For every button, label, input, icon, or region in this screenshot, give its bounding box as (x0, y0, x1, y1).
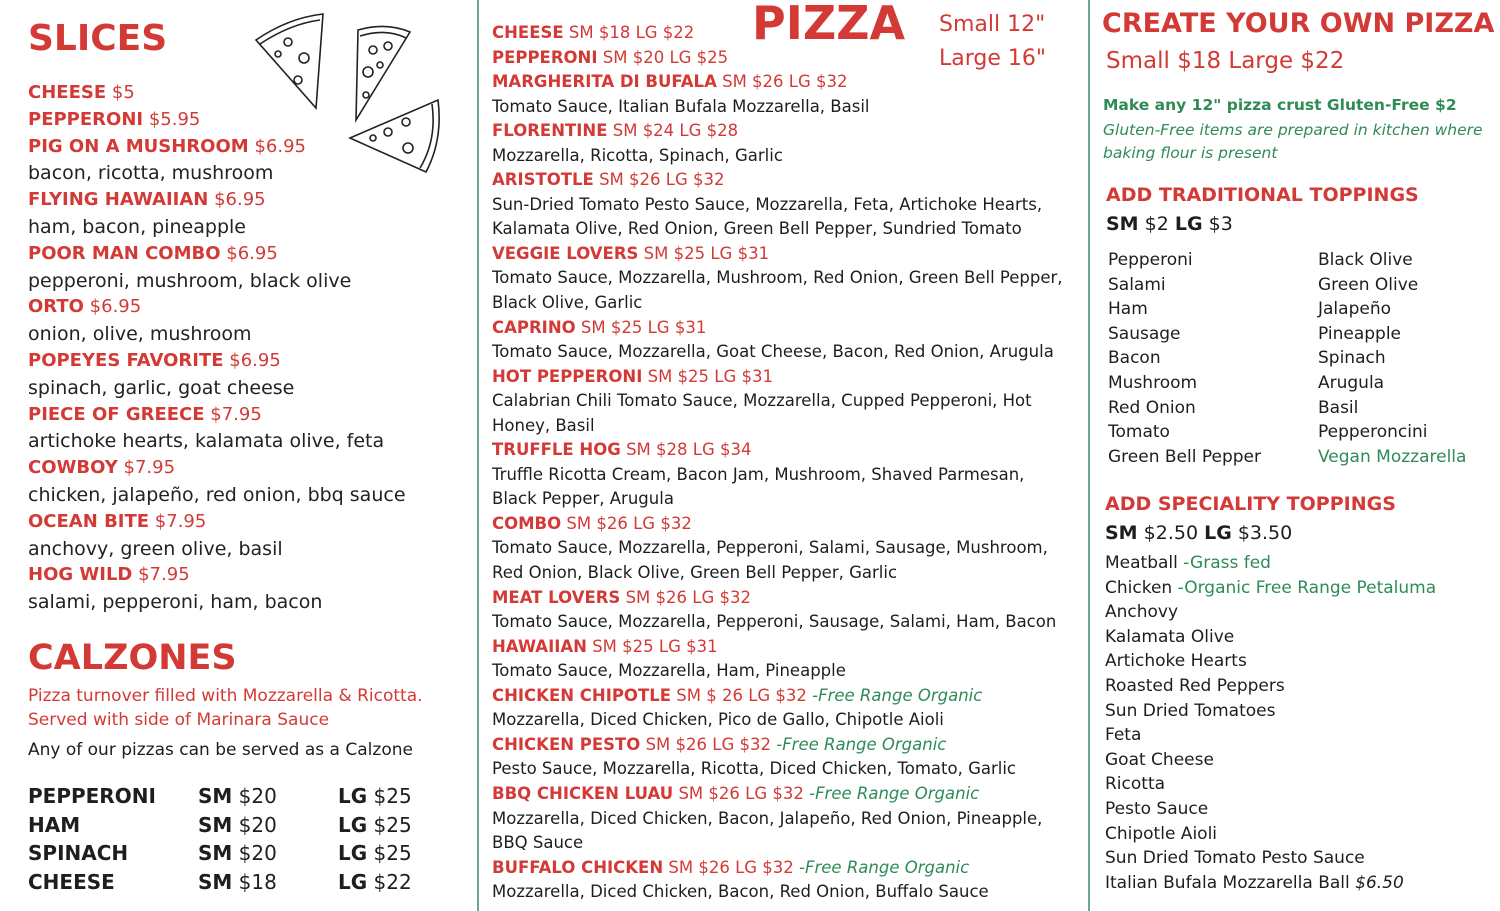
pizza-name: VEGGIE LOVERS (492, 243, 639, 263)
topping-meatball (1105, 551, 1436, 576)
speciality-item: Sun Dried Tomatoes (1105, 700, 1276, 721)
pizza-organic-note: -Free Range Organic (776, 734, 947, 754)
traditional-toppings-title: ADD TRADITIONAL TOPPINGS (1106, 184, 1419, 206)
calzone-lg-label: LG (338, 812, 368, 837)
topping-item: Black Olive (1318, 250, 1413, 270)
pizza-item (492, 684, 1082, 709)
topping-item: Pepperoni (1108, 250, 1193, 270)
calzones-title: CALZONES (28, 638, 237, 678)
pizza-organic-note: -Free Range Organic (799, 857, 970, 877)
topping-item: Arugula (1318, 372, 1385, 393)
pizza-price: SM $18 LG $22 (568, 23, 695, 42)
calzone-lg-label: LG (338, 784, 368, 808)
topping-item: Basil (1318, 397, 1359, 418)
pizza-description: Tomato Sauce, Mozzarella, Ham, Pineapple (492, 661, 846, 681)
slice-item (28, 455, 468, 482)
calzone-sm-price: $18 (238, 869, 277, 894)
pizza-price: SM $26 LG $32 (645, 734, 771, 754)
pizza-list (492, 21, 1082, 905)
calzone-row (28, 782, 448, 811)
traditional-toppings-right (1318, 248, 1466, 469)
pizza-description: BBQ Sauce (492, 833, 584, 853)
slice-item (28, 509, 468, 536)
calzone-lg-price: $22 (373, 869, 412, 894)
pizza-description: Tomato Sauce, Mozzarella, Mushroom, Red Onion, Green Bell Pepper, (492, 268, 1063, 288)
slice-description: pepperoni, mushroom, black olive (28, 269, 352, 292)
calzone-name: PEPPERONI (28, 784, 156, 808)
slice-description: bacon, ricotta, mushroom (28, 162, 274, 185)
calzone-sm (198, 782, 277, 811)
calzone-lg (338, 868, 412, 897)
speciality-item: Roasted Red Peppers (1105, 675, 1285, 696)
pizza-price: SM $20 LG $25 (602, 47, 729, 67)
topping-item: Sausage (1108, 323, 1181, 344)
topping-chicken (1105, 576, 1436, 601)
topping-vegan-mozzarella: Vegan Mozzarella (1318, 446, 1467, 467)
pizza-item (492, 316, 1082, 341)
speciality-item: Sun Dried Tomato Pesto Sauce (1105, 848, 1365, 869)
speciality-item: Artichoke Hearts (1105, 651, 1247, 672)
create-prices: Small $18 Large $22 (1106, 48, 1345, 74)
calzone-sm-label: SM (198, 812, 233, 837)
slice-description: salami, pepperoni, ham, bacon (28, 591, 323, 614)
speciality-toppings-prices (1105, 522, 1292, 544)
pizza-name: TRUFFLE HOG (492, 440, 621, 460)
speciality-item: Pesto Sauce (1105, 798, 1209, 819)
pizza-item (492, 438, 1082, 463)
slice-price: $5 (111, 82, 135, 103)
slice-name: PIG ON A MUSHROOM (28, 135, 249, 157)
calzone-row (28, 839, 448, 868)
pizza-price: SM $24 LG $28 (612, 121, 739, 141)
pizza-name: BUFFALO CHICKEN (492, 857, 664, 877)
calzone-name: SPINACH (28, 841, 129, 865)
pizza-item (492, 512, 1082, 537)
slice-description: onion, olive, mushroom (28, 323, 252, 346)
pizza-item (492, 119, 1082, 144)
slice-price: $7.95 (138, 564, 190, 586)
topping-item: Pepperoncini (1318, 422, 1428, 443)
slice-item (28, 562, 468, 589)
pizza-description: Calabrian Chili Tomato Sauce, Mozzarella, Cupped Pepperoni, Hot (492, 391, 1032, 411)
speciality-item: Kalamata Olive (1105, 626, 1235, 647)
calzone-sm-price: $20 (238, 812, 277, 837)
topping-item: Red Onion (1108, 397, 1196, 418)
speciality-item: Goat Cheese (1105, 749, 1214, 770)
chicken-note: -Organic Free Range Petaluma (1177, 577, 1437, 598)
calzone-lg-label: LG (338, 841, 368, 865)
slice-name: PEPPERONI (28, 108, 144, 130)
calzone-name: CHEESE (28, 869, 115, 894)
slice-item (28, 134, 468, 161)
pizza-name: HOT PEPPERONI (492, 366, 643, 386)
pizza-name: CHEESE (492, 23, 564, 42)
calzone-sm-label: SM (198, 869, 233, 894)
pizza-name: CHICKEN PESTO (492, 734, 641, 754)
trad-sm-label: SM (1106, 213, 1139, 235)
gluten-free-offer: Make any 12" pizza crust Gluten-Free $2 (1103, 96, 1457, 114)
pizza-item (492, 782, 1082, 807)
topping-bufala-ball (1105, 871, 1436, 896)
slice-name: OCEAN BITE (28, 510, 150, 532)
slices-title: SLICES (28, 18, 168, 59)
pizza-item (492, 46, 1082, 71)
calzone-sm (198, 839, 277, 868)
speciality-item: Chipotle Aioli (1105, 823, 1218, 844)
calzone-lg-price: $25 (373, 784, 412, 808)
slice-price: $6.95 (226, 242, 278, 264)
pizza-name: HAWAIIAN (492, 636, 587, 656)
slice-name: POOR MAN COMBO (28, 242, 221, 264)
pizza-description: Black Olive, Garlic (492, 293, 643, 313)
pizza-name: MARGHERITA DI BUFALA (492, 72, 717, 92)
pizza-item (492, 70, 1082, 95)
calzone-sm (198, 811, 277, 840)
slice-item (28, 80, 468, 107)
pizza-description: Tomato Sauce, Mozzarella, Pepperoni, Salami, Sausage, Mushroom, (492, 538, 1048, 558)
size-large: Large 16" (939, 46, 1047, 71)
bufala-price: $6.50 (1355, 872, 1404, 893)
pizza-description: Tomato Sauce, Italian Bufala Mozzarella, Basil (492, 96, 870, 116)
pizza-description: Tomato Sauce, Mozzarella, Goat Cheese, Bacon, Red Onion, Arugula (492, 342, 1054, 362)
pizza-description: Kalamata Olive, Red Onion, Green Bell Pepper, Sundried Tomato (492, 219, 1022, 239)
pizza-description: Pesto Sauce, Mozzarella, Ricotta, Diced Chicken, Tomato, Garlic (492, 759, 1016, 779)
pizza-item (492, 856, 1082, 881)
create-title: CREATE YOUR OWN PIZZA (1102, 8, 1495, 39)
slice-name: POPEYES FAVORITE (28, 349, 224, 371)
slices-list (28, 80, 468, 616)
calzone-name: HAM (28, 812, 81, 837)
pizza-description: Mozzarella, Diced Chicken, Bacon, Jalapeño, Red Onion, Pineapple, (492, 808, 1043, 828)
gluten-free-note: Gluten-Free items are prepared in kitchen where baking flour is present (1103, 121, 1483, 162)
pizza-name: CHICKEN CHIPOTLE (492, 685, 671, 705)
speciality-item: Anchovy (1105, 602, 1179, 623)
slice-price: $5.95 (148, 108, 201, 130)
size-small: Small 12" (939, 12, 1046, 37)
create-your-own-column (1088, 0, 1500, 911)
traditional-toppings-left (1108, 248, 1261, 469)
topping-item: Ham (1108, 299, 1148, 320)
slice-name: ORTO (28, 296, 84, 318)
slice-price: $6.95 (89, 296, 142, 318)
calzone-lg (338, 839, 412, 868)
slice-name: COWBOY (28, 457, 118, 479)
slice-price: $6.95 (214, 189, 266, 211)
pizza-description: Tomato Sauce, Mozzarella, Pepperoni, Sausage, Salami, Ham, Bacon (492, 612, 1057, 632)
slice-name: CHEESE (28, 82, 107, 103)
traditional-toppings-prices (1106, 213, 1233, 235)
slice-item (28, 187, 468, 214)
meatball-label: Meatball (1105, 553, 1178, 573)
slice-item (28, 348, 468, 375)
calzones-note: Any of our pizzas can be served as a Calzone (28, 740, 413, 760)
slices-calzones-column (0, 0, 477, 911)
pizza-name: BBQ CHICKEN LUAU (492, 783, 674, 803)
calzone-sm-label: SM (198, 784, 233, 808)
topping-item: Green Bell Pepper (1108, 446, 1261, 467)
speciality-toppings-list (1105, 551, 1436, 895)
pizza-description: Mozzarella, Diced Chicken, Pico de Gallo, Chipotle Aioli (492, 710, 944, 730)
pizza-name: COMBO (492, 513, 562, 533)
pizza-name: MEAT LOVERS (492, 587, 621, 607)
speciality-item: Ricotta (1105, 774, 1166, 795)
pizza-item (492, 586, 1082, 611)
slice-description: artichoke hearts, kalamata olive, feta (28, 430, 385, 453)
slice-name: FLYING HAWAIIAN (28, 189, 209, 211)
pizza-price: SM $26 LG $32 (678, 783, 804, 803)
pizza-organic-note: -Free Range Organic (812, 685, 983, 705)
pizza-item (492, 168, 1082, 193)
pizza-name: CAPRINO (492, 317, 576, 337)
pizza-price: SM $28 LG $34 (626, 440, 752, 460)
pizza-description: Red Onion, Black Olive, Green Bell Pepper, Garlic (492, 563, 898, 583)
speciality-toppings-title: ADD SPECIALITY TOPPINGS (1105, 493, 1396, 515)
topping-item: Pineapple (1318, 323, 1402, 344)
pizza-description: Sun-Dried Tomato Pesto Sauce, Mozzarella, Feta, Artichoke Hearts, (492, 194, 1043, 214)
topping-item: Bacon (1108, 348, 1161, 369)
slice-price: $6.95 (229, 349, 281, 371)
pizza-description: Honey, Basil (492, 415, 595, 435)
calzones-table (28, 782, 448, 896)
slice-price: $6.95 (254, 135, 306, 157)
calzone-sm-price: $20 (238, 841, 277, 865)
topping-item: Jalapeño (1318, 299, 1391, 320)
trad-lg-label: LG (1174, 213, 1203, 235)
calzones-description: Pizza turnover filled with Mozzarella & Ricotta. Served with side of Marinara Sauce (28, 686, 423, 730)
topping-item: Spinach (1318, 348, 1386, 369)
pizza-price: SM $26 LG $32 (722, 72, 848, 92)
trad-sm-price: $2 (1144, 213, 1169, 235)
speciality-item: Feta (1105, 725, 1142, 746)
pizza-column (477, 0, 1088, 911)
pizza-description: Black Pepper, Arugula (492, 489, 674, 509)
slice-item (28, 294, 468, 321)
slice-name: HOG WILD (28, 564, 133, 586)
topping-item: Mushroom (1108, 372, 1198, 393)
calzone-row (28, 811, 448, 840)
calzone-sm-label: SM (198, 841, 233, 865)
pizza-item (492, 635, 1082, 660)
slice-price: $7.95 (210, 403, 262, 425)
spec-sm-price: $2.50 (1143, 522, 1199, 544)
topping-item: Green Olive (1318, 274, 1419, 295)
calzone-sm (198, 868, 277, 897)
slice-description: anchovy, green olive, basil (28, 537, 283, 560)
calzone-row (28, 868, 448, 897)
pizza-price: SM $25 LG $31 (647, 366, 774, 386)
slice-item (28, 402, 468, 429)
pizza-item (492, 242, 1082, 267)
pizza-price: SM $26 LG $32 (599, 170, 725, 190)
slice-description: ham, bacon, pineapple (28, 215, 246, 238)
slice-item (28, 241, 468, 268)
slice-price: $7.95 (123, 457, 176, 479)
slice-description: chicken, jalapeño, red onion, bbq sauce (28, 483, 406, 506)
trad-lg-price: $3 (1208, 213, 1233, 235)
pizza-price: SM $25 LG $31 (643, 243, 770, 263)
pizza-item (492, 733, 1082, 758)
topping-item: Tomato (1108, 422, 1170, 443)
calzone-sm-price: $20 (238, 784, 277, 808)
calzone-lg-price: $25 (373, 841, 412, 865)
bufala-label: Italian Bufala Mozzarella Ball (1105, 872, 1350, 893)
slice-item (28, 107, 468, 134)
pizza-price: SM $26 LG $32 (625, 587, 751, 607)
calzone-lg-label: LG (338, 869, 368, 894)
chicken-label: Chicken (1105, 577, 1173, 598)
meatball-note: -Grass fed (1183, 553, 1271, 573)
topping-item: Salami (1108, 274, 1166, 295)
calzone-lg (338, 782, 412, 811)
pizza-description: Truffle Ricotta Cream, Bacon Jam, Mushroom, Shaved Parmesan, (492, 464, 1025, 484)
pizza-item (492, 365, 1082, 390)
slice-name: PIECE OF GREECE (28, 403, 205, 425)
pizza-price: SM $ 26 LG $32 (676, 685, 807, 705)
pizza-price: SM $25 LG $31 (592, 636, 718, 656)
spec-lg-label: LG (1204, 522, 1232, 544)
pizza-price: SM $25 LG $31 (580, 317, 707, 337)
calzone-lg (338, 811, 412, 840)
pizza-title: PIZZA (752, 0, 906, 50)
pizza-name: ARISTOTLE (492, 170, 594, 190)
spec-sm-label: SM (1105, 522, 1138, 544)
spec-lg-price: $3.50 (1237, 522, 1293, 544)
pizza-name: PEPPERONI (492, 47, 598, 67)
slice-price: $7.95 (154, 510, 207, 532)
calzone-lg-price: $25 (373, 812, 412, 837)
pizza-item (492, 21, 1082, 46)
pizza-name: FLORENTINE (492, 121, 608, 141)
pizza-description: Mozzarella, Ricotta, Spinach, Garlic (492, 145, 783, 165)
slice-description: spinach, garlic, goat cheese (28, 376, 295, 399)
pizza-organic-note: -Free Range Organic (809, 783, 980, 803)
pizza-description: Mozzarella, Diced Chicken, Bacon, Red Onion, Buffalo Sauce (492, 882, 989, 902)
pizza-price: SM $26 LG $32 (566, 513, 692, 533)
pizza-price: SM $26 LG $32 (668, 857, 794, 877)
